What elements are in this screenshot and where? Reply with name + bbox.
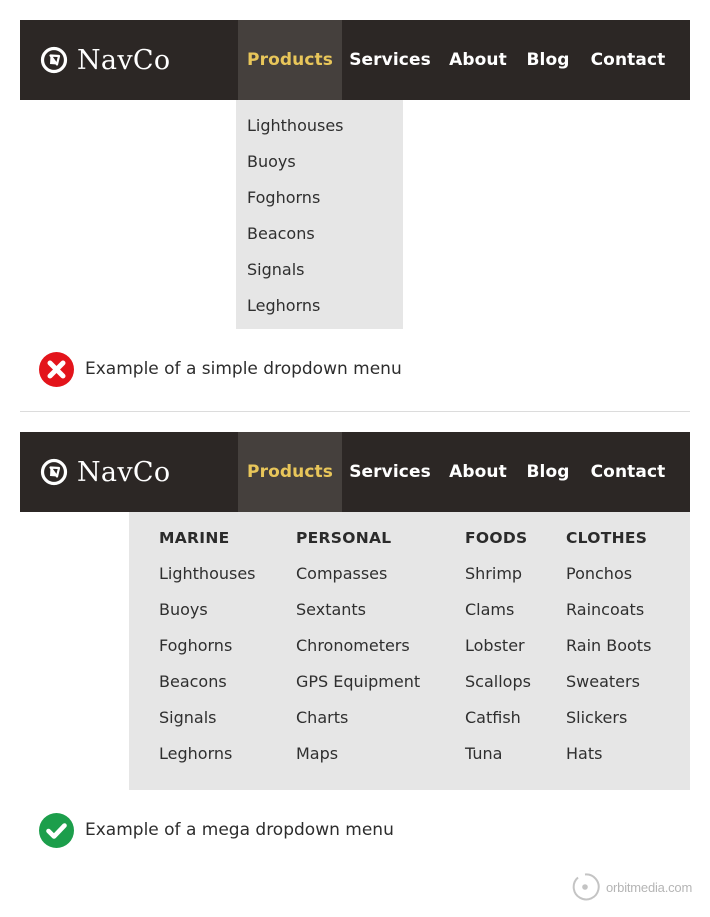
- nav-item-blog[interactable]: Blog: [526, 50, 570, 70]
- mega-item[interactable]: Charts: [296, 708, 349, 727]
- check-circle-icon: [38, 812, 75, 849]
- compass-logo-icon: [40, 46, 68, 74]
- navbar-simple: [20, 20, 690, 100]
- simple-dropdown-menu: [236, 100, 403, 329]
- mega-item[interactable]: Maps: [296, 744, 339, 763]
- dropdown-item-foghorns[interactable]: Foghorns: [247, 188, 321, 207]
- mega-item[interactable]: Tuna: [465, 744, 503, 763]
- caption-text: Example of a mega dropdown menu: [85, 820, 394, 840]
- mega-item[interactable]: Leghorns: [159, 744, 233, 763]
- nav-item-blog[interactable]: Blog: [526, 462, 570, 482]
- nav-item-contact[interactable]: Contact: [590, 50, 666, 70]
- mega-item[interactable]: Hats: [566, 744, 603, 763]
- mega-item[interactable]: Foghorns: [159, 636, 233, 655]
- mega-item[interactable]: Lighthouses: [159, 564, 256, 583]
- mega-item[interactable]: Slickers: [566, 708, 628, 727]
- column-heading: PERSONAL: [296, 529, 392, 547]
- dropdown-item-signals[interactable]: Signals: [247, 260, 305, 279]
- caption-simple: [38, 350, 402, 388]
- dropdown-item-beacons[interactable]: Beacons: [247, 224, 315, 243]
- logo[interactable]: [40, 20, 170, 100]
- dropdown-item-lighthouses[interactable]: Lighthouses: [247, 116, 344, 135]
- mega-item[interactable]: Compasses: [296, 564, 388, 583]
- caption-text: Example of a simple dropdown menu: [85, 359, 402, 379]
- logo-text: NavCo: [77, 456, 171, 488]
- mega-item[interactable]: Buoys: [159, 600, 208, 619]
- dropdown-item-leghorns[interactable]: Leghorns: [247, 296, 321, 315]
- mega-item[interactable]: Lobster: [465, 636, 525, 655]
- nav-item-about[interactable]: About: [449, 50, 507, 70]
- compass-logo-icon: [40, 458, 68, 486]
- x-circle-icon: [38, 351, 75, 388]
- divider: [20, 411, 690, 412]
- mega-item[interactable]: Rain Boots: [566, 636, 652, 655]
- logo[interactable]: [40, 432, 170, 512]
- mega-item[interactable]: Shrimp: [465, 564, 523, 583]
- mega-item[interactable]: Chronometers: [296, 636, 410, 655]
- dropdown-item-buoys[interactable]: Buoys: [247, 152, 296, 171]
- mega-item[interactable]: Sextants: [296, 600, 367, 619]
- column-heading: MARINE: [159, 529, 230, 547]
- mega-item[interactable]: Sweaters: [566, 672, 640, 691]
- caption-mega: [38, 811, 394, 849]
- watermark: [570, 872, 692, 902]
- mega-item[interactable]: Beacons: [159, 672, 227, 691]
- column-heading: CLOTHES: [566, 529, 648, 547]
- mega-item[interactable]: Catfish: [465, 708, 521, 727]
- column-heading: FOODS: [465, 529, 528, 547]
- mega-item[interactable]: GPS Equipment: [296, 672, 421, 691]
- mega-dropdown-menu: [129, 512, 690, 790]
- mega-item[interactable]: Signals: [159, 708, 217, 727]
- nav-item-products[interactable]: Products: [238, 432, 342, 512]
- nav-item-contact[interactable]: Contact: [590, 462, 666, 482]
- nav-item-products[interactable]: Products: [238, 20, 342, 100]
- mega-item[interactable]: Scallops: [465, 672, 531, 691]
- navbar-mega: [20, 432, 690, 512]
- watermark-text: orbitmedia.com: [606, 879, 693, 895]
- nav-item-services[interactable]: Services: [349, 50, 431, 70]
- mega-item[interactable]: Clams: [465, 600, 515, 619]
- mega-item[interactable]: Raincoats: [566, 600, 645, 619]
- nav-item-about[interactable]: About: [449, 462, 507, 482]
- nav-item-services[interactable]: Services: [349, 462, 431, 482]
- mega-item[interactable]: Ponchos: [566, 564, 633, 583]
- orbit-logo-icon: [570, 872, 600, 902]
- logo-text: NavCo: [77, 44, 171, 76]
